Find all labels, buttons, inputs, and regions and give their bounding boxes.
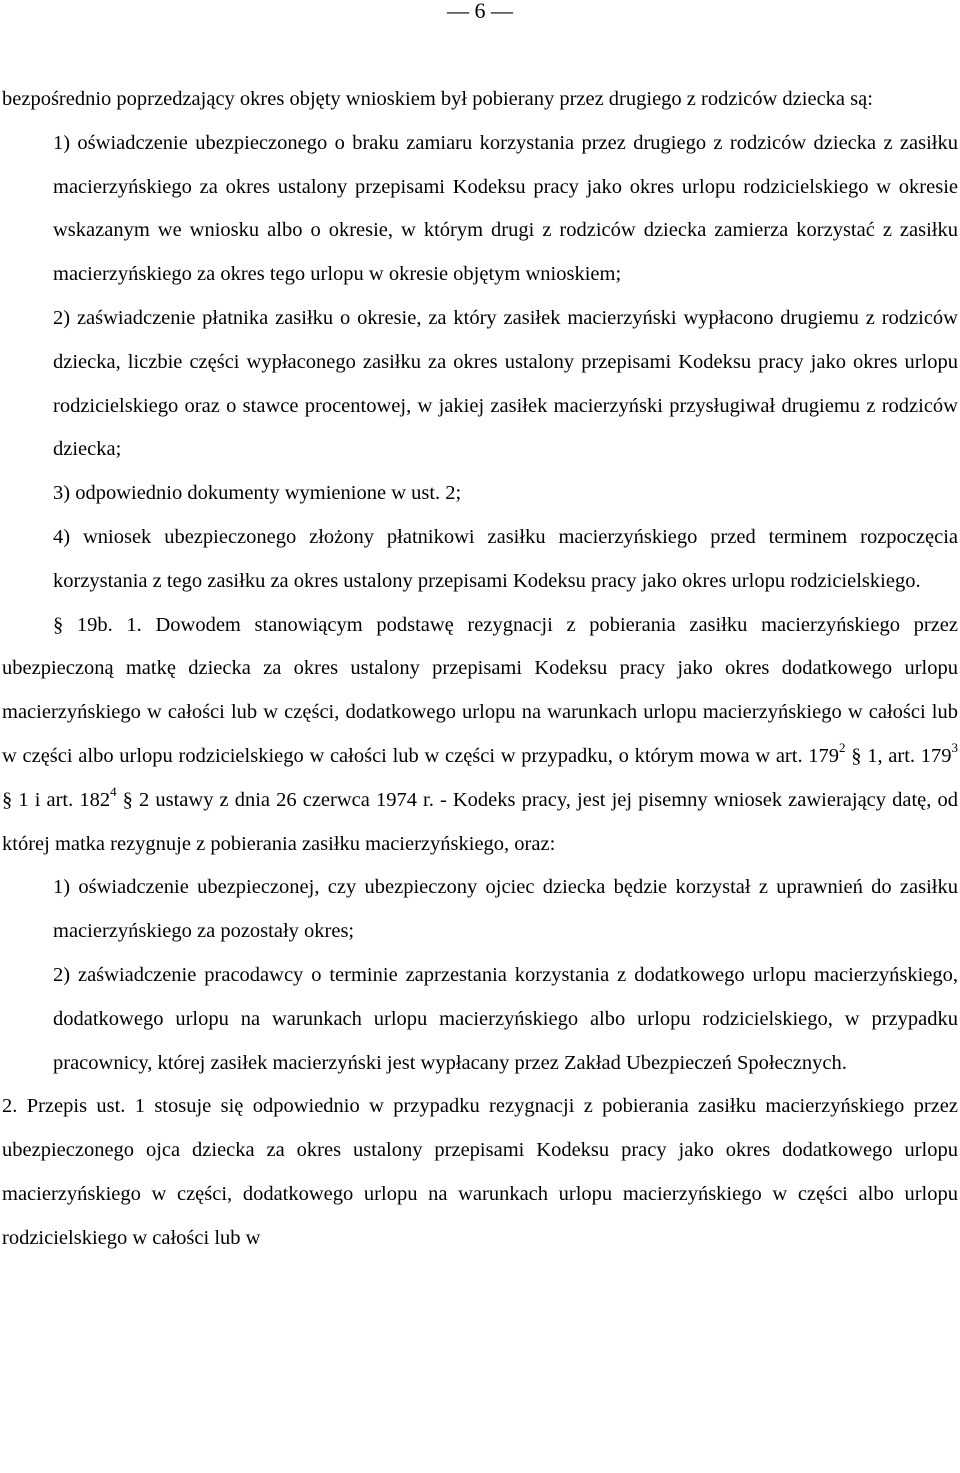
page-number: — 6 — [447,0,513,23]
list-item-2: 2) zaświadczenie płatnika zasiłku o okresie, za który zasiłek macierzyński wypłacono drugiemu z rodziców dziecka, liczbie części wypłaconego zasiłku za okres ustalony przepisami Kodeksu pracy jako okres urlopu rodzicielskiego oraz o stawce procentowej, w jakiej zasiłek macierzyński przysługiwał drugiemu z rodziców dziecka; [53,306,958,461]
list-item-2-b: 2) zaświadczenie pracodawcy o terminie zaprzestania korzystania z dodatkowego urlopu macierzyńskiego, dodatkowego urlopu na warunkach urlopu macierzyńskiego albo urlopu rodzicielskiego, w przypadku pracownicy, której zasiłek macierzyński jest wypłacany przez Zakład Ubezpieczeń Społecznych. [53,963,958,1074]
superscript: 3 [951,740,958,756]
section-19b-text-2: § 1, art. 179 [845,744,952,767]
list-item-1-b: 1) oświadczenie ubezpieczonej, czy ubezpieczony ojciec dziecka będzie korzystał z uprawnień do zasiłku macierzyńskiego za pozostały okres; [53,876,958,943]
paragraph-ust-2: 2. Przepis ust. 1 stosuje się odpowiednio w przypadku rezygnacji z pobierania zasiłku macierzyńskiego przez ubezpieczonego ojca dziecka za okres ustalony przepisami Kodeksu pracy jako okres dodatkowego urlopu macierzyńskiego w części, dodatkowego urlopu na warunkach urlopu macierzyńskiego w części albo urlopu rodzicielskiego w całości lub w [2,1095,958,1249]
section-19b-paragraph [2,604,958,867]
list-item-4: 4) wniosek ubezpieczonego złożony płatnikowi zasiłku macierzyńskiego przed terminem rozpoczęcia korzystania z tego zasiłku za okres ustalony przepisami Kodeksu pracy jako okres urlopu rodzicielskiego. [53,525,958,592]
section-19b-text-4: § 2 ustawy z dnia 26 czerwca 1974 r. - Kodeks pracy, jest jej pisemny wniosek zawierający datę, od której matka rezygnuje z pobierania zasiłku macierzyńskiego, oraz: [2,788,958,855]
section-19b-text-3: § 1 i art. 182 [2,788,111,811]
paragraph-continuation: bezpośrednio poprzedzający okres objęty wnioskiem był pobierany przez drugiego z rodziców dziecka są: [2,88,873,110]
list-item-3: 3) odpowiednio dokumenty wymienione w ust. 2; [53,482,462,505]
list-item-1: 1) oświadczenie ubezpieczonego o braku zamiaru korzystania przez drugiego z rodziców dziecka z zasiłku macierzyńskiego za okres ustalony przepisami Kodeksu pracy jako okres urlopu rodzicielskiego w okresie wskazanym we wniosku albo o okresie, w którym drugi z rodziców dziecka zamierza korzystać z zasiłku macierzyńskiego za okres tego urlopu w okresie objętym wnioskiem; [53,131,958,286]
document-body [2,78,958,1261]
superscript: 2 [839,740,846,756]
superscript: 4 [110,783,117,799]
section-19b-text-1: § 19b. 1. Dowodem stanowiącym podstawę rezygnacji z pobierania zasiłku macierzyńskiego przez ubezpieczoną matkę dziecka za okres ustalony przepisami Kodeksu pracy jako okres dodatkowego urlopu macierzyńskiego w całości lub w części, dodatkowego urlopu na warunkach urlopu macierzyńskiego w całości lub w części albo urlopu rodzicielskiego w całości lub w części w przypadku, o którym mowa w art. 179 [2,613,958,767]
